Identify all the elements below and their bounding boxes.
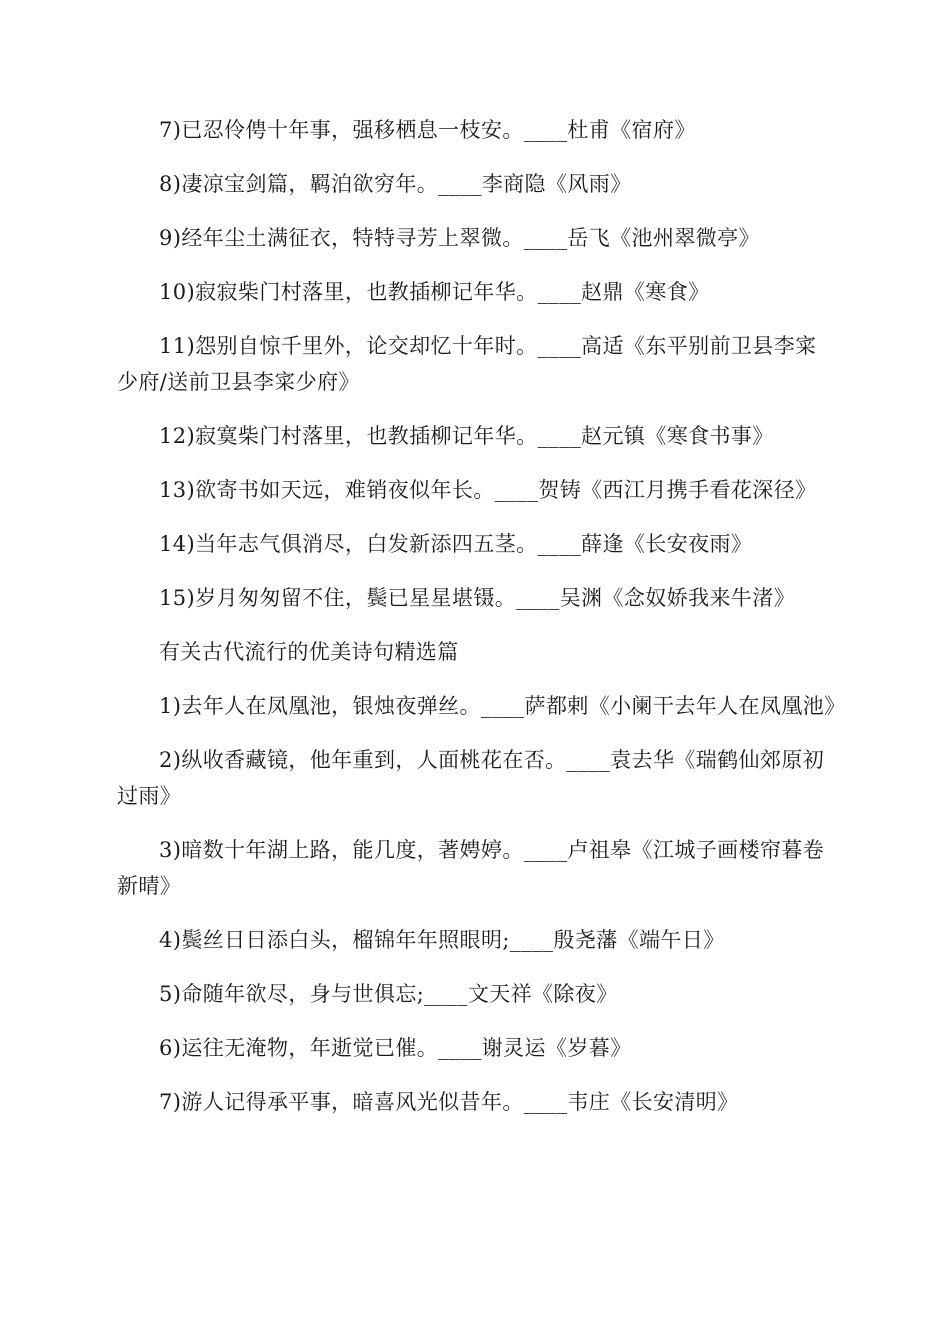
poem-line-6-xielingyun: 6)运往无淹物，年逝觉已催。____谢灵运《岁暮》: [159, 1036, 632, 1060]
poem-line-7-weizhuang: 7)游人记得承平事，暗喜风光似昔年。____韦庄《长安清明》: [159, 1090, 739, 1114]
poem-line-15-wuyuan: 15)岁月匆匆留不住，鬓已星星堪镊。____吴渊《念奴娇我来牛渚》: [159, 586, 796, 610]
poem-line-3-luzugao: 3)暗数十年湖上路，能几度，著娉婷。____卢祖皋《江城子画楼帘暮卷新晴》: [117, 838, 825, 898]
section-heading: 有关古代流行的优美诗句精选篇: [159, 640, 459, 664]
poem-line-2-yuanquhua: 2)纵收香藏镜，他年重到，人面桃花在否。____袁去华《瑞鹤仙郊原初过雨》: [117, 748, 825, 808]
document-body: [117, 112, 846, 1138]
poem-line-7-dufu: 7)已忍伶俜十年事，强移栖息一枝安。____杜甫《宿府》: [159, 118, 696, 142]
poem-line-13-hezhu: 13)欲寄书如天远，难销夜似年长。____贺铸《西江月携手看花深径》: [159, 478, 817, 502]
poem-line-14-xuefeng: 14)当年志气俱消尽，白发新添四五茎。____薛逢《长安夜雨》: [159, 532, 753, 556]
poem-line-8-lishangyin: 8)凄凉宝剑篇，羁泊欲穷年。____李商隐《风雨》: [159, 172, 632, 196]
poem-line-4-yinyaofan: 4)鬓丝日日添白头，榴锦年年照眼明;____殷尧藩《端午日》: [159, 928, 725, 952]
poem-line-12-zhaoyuanzhen: 12)寂寞柴门村落里，也教插柳记年华。____赵元镇《寒食书事》: [159, 424, 774, 448]
poem-line-10-zhaoding: 10)寂寂柴门村落里，也教插柳记年华。____赵鼎《寒食》: [159, 280, 710, 304]
poem-line-5-wentianxiang: 5)命随年欲尽，身与世俱忘;____文天祥《除夜》: [159, 982, 618, 1006]
poem-line-11-gaoshi: 11)怨别自惊千里外，论交却忆十年时。____高适《东平别前卫县李寀少府/送前卫县李寀少府》: [117, 334, 817, 394]
poem-line-1-saduci: 1)去年人在凤凰池，银烛夜弹丝。____萨都剌《小阑干去年人在凤凰池》: [159, 694, 846, 718]
poem-line-9-yuefei: 9)经年尘土满征衣，特特寻芳上翠微。____岳飞《池州翠微亭》: [159, 226, 760, 250]
